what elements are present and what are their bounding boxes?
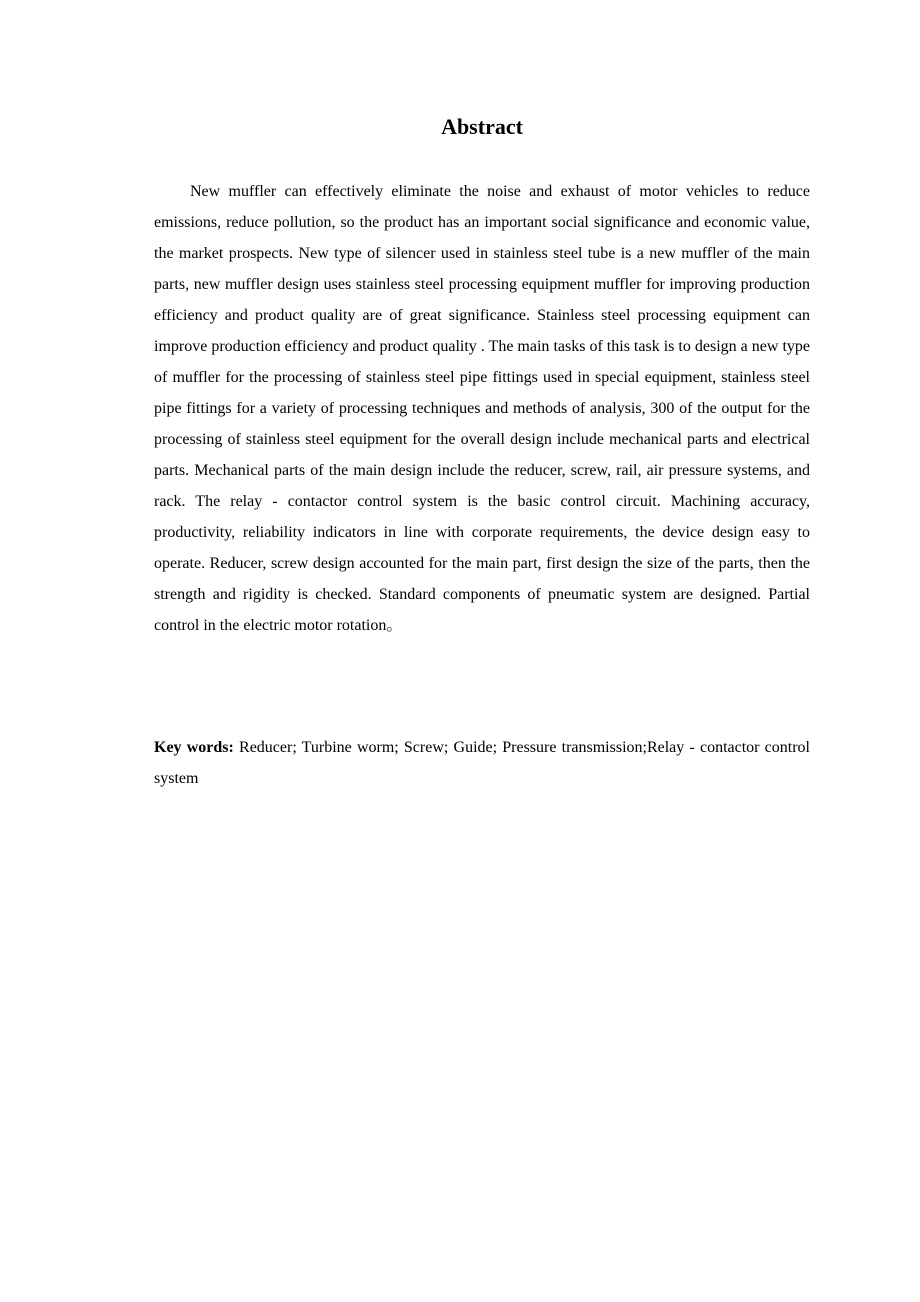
keywords-text: Reducer; Turbine worm; Screw; Guide; Pressure transmission;Relay - contactor control system <box>154 739 811 787</box>
keywords-paragraph <box>154 732 810 794</box>
abstract-paragraph: New muffler can effectively eliminate the noise and exhaust of motor vehicles to reduce emissions, reduce pollution, so the product has an important social significance and economic value, the market prospects. New type of silencer used in stainless steel tube is a new muffler of the main parts, new muffler design uses stainless steel processing equipment muffler for improving production efficiency and product quality are of great significance. Stainless steel processing equipment can improve production efficiency and product quality . The main tasks of this task is to design a new type of muffler for the processing of stainless steel pipe fittings used in special equipment, stainless steel pipe fittings for a variety of processing techniques and methods of analysis, 300 of the output for the processing of stainless steel equipment for the overall design include mechanical parts and electrical parts. Mechanical parts of the main design include the reducer, screw, rail, air pressure systems, and rack. The relay - contactor control system is the basic control circuit. Machining accuracy, productivity, reliability indicators in line with corporate requirements, the device design easy to operate. Reducer, screw design accounted for the main part, first design the size of the parts, then the strength and rigidity is checked. Standard components of pneumatic system are designed. Partial control in the electric motor rotation。 <box>154 183 810 634</box>
abstract-title: Abstract <box>441 114 523 139</box>
keywords-label: Key words: <box>154 739 234 756</box>
